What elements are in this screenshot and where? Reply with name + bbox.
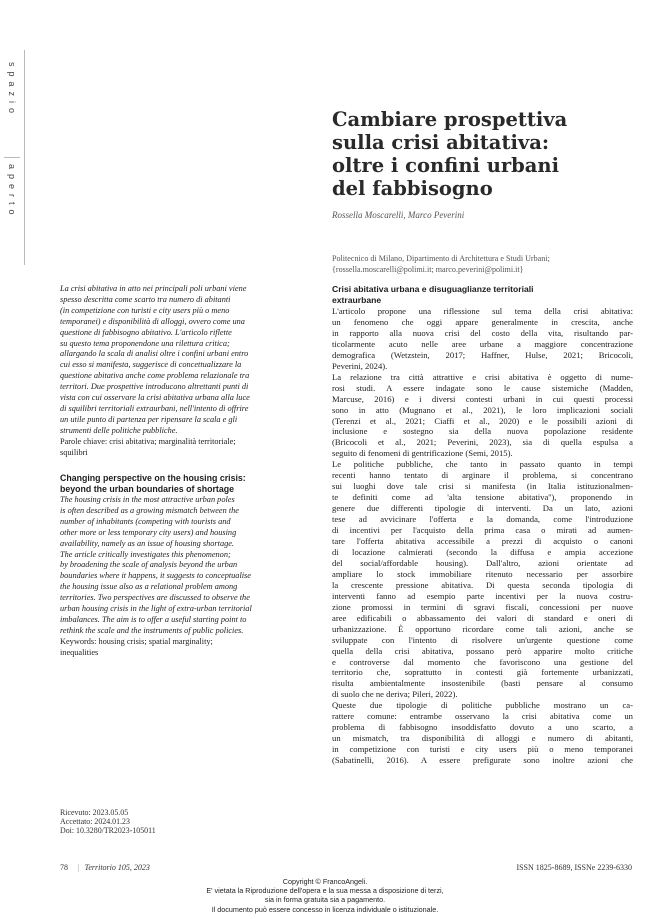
text-line: sviluppate con l'intento di risolvere un'urgente questione come [332, 634, 633, 645]
text-line: (Sabatinelli, 2016). A essere prefigurate sono inoltre azioni che [332, 755, 633, 766]
abstract-english-heading: Changing perspective on the housing crisis: [60, 473, 246, 483]
text-line: risulta ambientalmente insostenibile (basti pensare al consumo [332, 678, 633, 689]
affiliation-line: Politecnico di Milano, Dipartimento di Architettura e Studi Urbani; [332, 254, 550, 263]
text-line: quella della crisi abitativa, possano però apparire molto critiche [332, 645, 633, 656]
text-line: recenti hanno tentato di arginare il problema, si concentrano [332, 470, 633, 481]
text-line: availability, namely as an issue of housing shortage. [60, 538, 234, 548]
text-line: ticolarmente acuto nelle aree urbane a maggiore concentrazione [332, 338, 633, 349]
text-line: Marcuse, 2016) e i diversi contesti urbani in cui questi processi [332, 393, 633, 404]
text-line: other more or less temporary city users) and housing [60, 527, 237, 537]
keywords-english: inequalities [60, 647, 99, 657]
text-line: ampliare lo stock immobiliare ritenuto necessario per assorbire [332, 568, 633, 579]
text-line: zione promossi in termini di sgravi fiscali, concessioni per nuove [332, 601, 633, 612]
text-line: un utile punto di partenza per ripensare la scala e gli [60, 414, 238, 424]
title-line: del fabbisogno [332, 177, 493, 200]
doi: Doi: 10.3280/TR2023-105011 [60, 826, 156, 835]
copyright-line: Il documento può essere concesso in licenza individuale o istituzionale. [211, 904, 439, 914]
sidebar-word: spazio [7, 62, 17, 119]
text-line: inclusione e sostegno sia della nuova popolazione residente [332, 426, 633, 437]
copyright-line: Copyright © FrancoAngeli. [282, 877, 368, 886]
text-line: tare l'offerta abitativa accessibile a prezzi di acquisto o canoni [332, 536, 633, 547]
text-line: la crescente pressione abitativa. Di questa seconda tipologia di [332, 579, 633, 590]
text-line: La crisi abitativa in atto nei principali poli urbani viene [60, 284, 247, 293]
abstract-english [60, 473, 315, 659]
text-line: the housing issue also as a relational problem among [60, 582, 238, 592]
keywords-english: Keywords: housing crisis; spatial marginality; [60, 636, 213, 646]
affiliation [332, 254, 632, 275]
date-accepted: Accettato: 2024.01.23 [60, 817, 130, 826]
abstract-english-heading: beyond the urban boundaries of shortage [60, 484, 234, 494]
text-line: allargando la scala di analisi oltre i confini urbani entro [60, 349, 249, 359]
text-line: territori. Due prospettive introducono altrettanti punti di [60, 382, 249, 392]
text-line: rattere comune: entrambe osservano la crisi abitativa come un [332, 711, 633, 722]
page-number: 78 [60, 863, 68, 872]
text-line: genere due differenti tipologie di interventi. Da un lato, azioni [332, 503, 633, 514]
text-line: di locazione calmierati (secondo la diffusa e ampia accezione [332, 546, 633, 557]
title-line: oltre i confini urbani [332, 154, 560, 177]
text-line: problema di fabbisogno insoddisfatto dovuto a uno scarto, a [332, 722, 633, 733]
text-line: (Terenzi et al., 2021; Ciaffi et al., 2020) e le possibili azioni di [332, 415, 633, 426]
keywords-italian: Parole chiave: crisi abitativa; marginalità territoriale; [60, 436, 236, 446]
text-line: un fenomeno che oggi appare generalmente in crescita, anche [332, 316, 633, 327]
text-line: (in competizione con turisti e city users più o meno [60, 305, 230, 315]
text-line: demografica (Wetzstein, 2017; Haffner, Hulse, 2021; Bricocoli, [332, 349, 633, 360]
text-line: number of inhabitants (competing with tourists and [60, 516, 231, 526]
text-line: di squilibri territoriali extraurbani, nell'intento di offrire [60, 403, 249, 413]
copyright-notice [0, 877, 650, 914]
date-received: Ricevuto: 2023.05.05 [60, 808, 129, 817]
text-line: urban housing crisis in the light of extra-urban territorial [60, 604, 252, 614]
text-line: sono in atto (Mugnano et al., 2021), le loro implicazioni sociali [332, 404, 633, 415]
text-line: un mismatch, tra disponibilità di alloggi e numero di abitanti, [332, 733, 633, 744]
text-line: seguito di fenomeni di gentrificazione (Semi, 2015). [332, 448, 513, 459]
text-line: by broadening the scale of analysis beyond the urban [60, 560, 238, 570]
journal-name: Territorio 105, 2023 [84, 863, 150, 872]
body-text [332, 284, 633, 766]
text-line: Peverini, 2024). [332, 360, 388, 371]
text-line: (Bricocoli et al., 2021; Peverini, 2023), sia di quella espulsa a [332, 437, 633, 448]
section-heading: extraurbane [332, 295, 382, 305]
text-line: rosi studi. A essere indagate sono le cause sistemiche (Madden, [332, 382, 633, 393]
abstract-english-text [60, 495, 315, 637]
footer-issn: ISSN 1825-8689, ISSNe 2239-6330 [516, 863, 632, 872]
text-line: Queste due tipologie di politiche pubbliche mostrano un ca- [332, 700, 633, 711]
copyright-line: sia in forma gratuita sia a pagamento. [264, 895, 386, 905]
keywords-italian: squilibri [60, 447, 88, 457]
text-line: imbalances. The aim is to offer a useful starting point to [60, 614, 247, 624]
text-line: temporanei) e disponibilità di alloggi, ovvero come una [60, 316, 245, 326]
text-line: boundaries where it happens, it suggests to conceptualise [60, 571, 251, 581]
sidebar-label [0, 50, 25, 265]
body-paragraphs [332, 306, 633, 766]
footer-left [60, 863, 150, 872]
text-line: aree edificabili o abbassamento dei valori di standard e oneri di [332, 612, 633, 623]
text-line: is often described as a growing mismatch between the [60, 505, 239, 515]
text-line: rethink the scale and the instruments of public policies. [60, 625, 244, 635]
text-line: tese ad avvicinare l'offerta e la domanda, come l'introduzione [332, 514, 633, 525]
text-line: del social/affordable housing). Dall'altro, azioni orientate ad [332, 557, 633, 568]
text-line: territories. Two perspectives are discussed to observe the [60, 593, 250, 603]
text-line: te definiti come ad 'alta tensione abitativa''), proponendo in [332, 492, 633, 503]
title-block [332, 108, 632, 220]
text-line: La relazione tra città attrattive e crisi abitativa è oggetto di nume- [332, 371, 633, 382]
text-line: spesso descritta come scarto tra numero di abitanti [60, 294, 231, 304]
article-authors: Rossella Moscarelli, Marco Peverini [332, 210, 465, 220]
article-dates [60, 808, 156, 835]
text-line: urbanizzazione. È opportuno ricordare come tali azioni, anche se [332, 623, 633, 634]
sidebar-letters [0, 62, 24, 262]
abstract-italian-text [60, 284, 315, 437]
sidebar-word: aperto [7, 164, 17, 220]
title-line: sulla crisi abitativa: [332, 131, 550, 154]
affiliation-line: {rossella.moscarelli@polimi.it; marco.peverini@polimi.it} [332, 264, 524, 274]
text-line: The article critically investigates this phenomenon; [60, 549, 231, 559]
text-line: L'articolo propone una riflessione sul tema della crisi abitativa: [332, 306, 633, 316]
text-line: strumenti delle politiche pubbliche. [60, 425, 178, 435]
text-line: su questo tema proponendone una rilettura critica; [60, 338, 230, 348]
text-line: vista con cui osservare la crisi abitativa urbana alla luce [60, 393, 250, 403]
text-line: in rapporto alla nuova crisi del costo della vita, risultando par- [332, 327, 633, 338]
text-line: in competizione con turisti e city users più o meno temporanei [332, 744, 633, 755]
title-line: Cambiare prospettiva [332, 108, 568, 131]
text-line: interventi fanno ad esempio parte incentivi per la nuova costru- [332, 590, 633, 601]
text-line: e controverse dal momento che favoriscono una gestione del [332, 656, 633, 667]
text-line: questione abitativa anche come problema relazionale tra [60, 371, 250, 381]
text-line: Le politiche pubbliche, che tanto in passato quanto in tempi [332, 459, 633, 470]
text-line: questione di fabbisogno abitativo. L'articolo riflette [60, 327, 232, 337]
text-line: di suolo che ne deriva; Pileri, 2022). [332, 689, 458, 700]
article-title [332, 108, 632, 200]
footer-separator: | [78, 863, 80, 872]
text-line: The housing crisis in the most attractive urban poles [60, 495, 235, 504]
text-line: territorio che, soprattutto in contesti già fortemente urbanizzati, [332, 667, 633, 678]
text-line: sui luoghi dove tale crisi si manifesta (in Italia istituzionalmen- [332, 481, 633, 492]
text-line: cui esso si manifesta, suggerisce di concettualizzare la [60, 360, 242, 370]
abstract-italian [60, 284, 315, 459]
sidebar-divider [4, 157, 20, 158]
section-heading: Crisi abitativa urbana e disuguaglianze territoriali [332, 284, 534, 294]
text-line: di incentivi per l'acquisto della prima casa o mirati ad aumen- [332, 525, 633, 536]
copyright-line: E' vietata la Riproduzione dell'opera e la sua messa a disposizione di terzi, [206, 886, 444, 896]
